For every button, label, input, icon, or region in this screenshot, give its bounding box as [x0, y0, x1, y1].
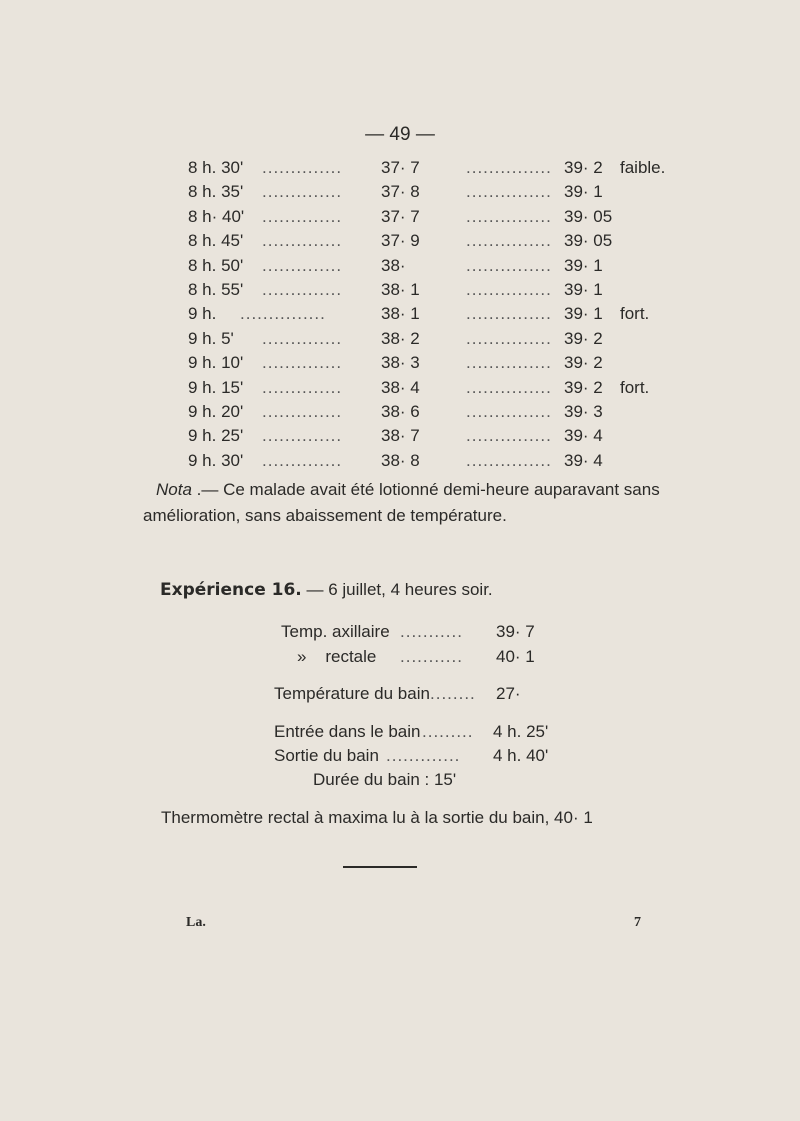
- leader-dots: ..............: [262, 255, 343, 275]
- row-temp-2: 39· 05: [564, 206, 613, 226]
- row-temp-2: 39· 4: [564, 450, 603, 470]
- leader-dots: ..............: [262, 402, 343, 421]
- leader-dots: ..............: [262, 280, 343, 299]
- row-time: 9 h. 10': [188, 353, 244, 373]
- row-temp-2: 39· 2: [564, 328, 603, 348]
- row-temp-1: 38· 7: [381, 426, 420, 446]
- sortie-dots: .............: [386, 746, 461, 765]
- sortie-value: 4 h. 40': [493, 746, 549, 765]
- row-temp-1: 38· 1: [381, 280, 420, 299]
- nota-line1: .— Ce malade avait été lotionné demi-heure auparavant sans: [196, 480, 660, 499]
- row-temp-2: 39· 4: [564, 426, 603, 446]
- row-temp-1: 37· 8: [381, 182, 420, 202]
- row-note: fort.: [620, 304, 650, 324]
- sortie-label: Sortie du bain: [274, 746, 379, 765]
- table-row: [0, 451, 800, 477]
- page-number: — 49 —: [365, 124, 435, 145]
- leader-dots: ..............: [262, 206, 343, 226]
- row-temp-1: 37· 9: [381, 231, 420, 251]
- row-temp-1: 38· 1: [381, 304, 420, 324]
- nota-line2: amélioration, sans abaissement de température.: [143, 506, 507, 525]
- leader-dots: ..............: [262, 158, 343, 177]
- leader-dots: ..............: [262, 377, 343, 397]
- table-row: [0, 158, 800, 184]
- bain-label: Température du bain: [274, 684, 430, 703]
- leader-dots: ...............: [466, 328, 552, 348]
- nota-paragraph: [156, 480, 660, 500]
- leader-dots: ...............: [466, 182, 552, 202]
- leader-dots: ..............: [262, 353, 343, 373]
- leader-dots: ..............: [262, 328, 343, 348]
- entree-value: 4 h. 25': [493, 722, 549, 741]
- temp-axillaire-label: Temp. axillaire: [281, 622, 390, 641]
- leader-dots: ...............: [466, 231, 552, 251]
- table-row: [0, 426, 800, 452]
- row-temp-2: 39· 1: [564, 280, 603, 299]
- experience-title: Expérience 16.: [160, 580, 302, 600]
- rectale-label: » rectale: [297, 647, 377, 666]
- row-temp-1: 38· 6: [381, 402, 420, 421]
- leader-dots: ...............: [240, 304, 326, 324]
- row-time: 9 h. 20': [188, 402, 244, 421]
- table-row: [0, 231, 800, 257]
- row-temp-2: 39· 1: [564, 255, 603, 275]
- entree-label: Entrée dans le bain: [274, 722, 421, 741]
- table-row: [0, 329, 800, 355]
- leader-dots: ...............: [466, 158, 552, 177]
- experience-subtitle: — 6 juillet, 4 heures soir.: [306, 580, 493, 599]
- nota-label: Nota: [156, 480, 192, 499]
- printer-signature: La.: [186, 915, 206, 930]
- table-row: [0, 353, 800, 379]
- row-time: 9 h. 30': [188, 450, 244, 470]
- entree-dots: .........: [422, 722, 474, 741]
- leader-dots: ...............: [466, 280, 552, 299]
- row-temp-2: 39· 05: [564, 231, 613, 251]
- table-row: [0, 378, 800, 404]
- row-time: 8 h. 55': [188, 280, 244, 299]
- leader-dots: ...............: [466, 402, 552, 421]
- row-time: 9 h. 25': [188, 426, 244, 446]
- table-row: [0, 182, 800, 208]
- row-temp-1: 38· 3: [381, 353, 420, 373]
- row-time: 8 h. 30': [188, 158, 244, 177]
- row-temp-1: 38·: [381, 255, 406, 275]
- row-time: 8 h. 35': [188, 182, 244, 202]
- temp-axillaire-value: 39· 7: [496, 622, 535, 641]
- row-temp-2: 39· 1: [564, 182, 603, 202]
- row-time: 8 h. 50': [188, 255, 244, 275]
- leader-dots: ..............: [262, 450, 343, 470]
- table-row: [0, 402, 800, 428]
- row-temp-1: 38· 4: [381, 377, 420, 397]
- table-row: [0, 280, 800, 306]
- table-row: [0, 256, 800, 282]
- row-temp-2: 39· 3: [564, 402, 603, 421]
- bain-value: 27·: [496, 684, 521, 703]
- row-temp-1: 38· 8: [381, 450, 420, 470]
- leader-dots: ..............: [262, 231, 343, 251]
- row-time: 8 h· 40': [188, 206, 245, 226]
- rectale-dots: ...........: [400, 647, 463, 666]
- temp-axillaire-dots: ...........: [400, 622, 463, 641]
- rectale-value: 40· 1: [496, 647, 535, 666]
- leader-dots: ...............: [466, 255, 552, 275]
- leader-dots: ..............: [262, 426, 343, 446]
- leader-dots: ...............: [466, 206, 552, 226]
- row-time: 9 h. 15': [188, 377, 244, 397]
- experience-heading: [160, 580, 493, 600]
- row-temp-1: 37· 7: [381, 158, 420, 177]
- leader-dots: ...............: [466, 426, 552, 446]
- leader-dots: ...............: [466, 353, 552, 373]
- row-temp-1: 38· 2: [381, 328, 420, 348]
- row-temp-2: 39· 1: [564, 304, 603, 324]
- thermometre-line: Thermomètre rectal à maxima lu à la sortie du bain, 40· 1: [161, 808, 593, 827]
- leader-dots: ...............: [466, 304, 552, 324]
- table-row: [0, 207, 800, 233]
- bain-dots: ........: [430, 684, 476, 703]
- section-divider: [343, 866, 417, 868]
- row-temp-2: 39· 2: [564, 353, 603, 373]
- row-time: 9 h.: [188, 304, 217, 324]
- row-temp-2: 39· 2: [564, 377, 603, 397]
- table-row: [0, 304, 800, 330]
- row-note: fort.: [620, 377, 650, 397]
- row-note: faible.: [620, 158, 666, 177]
- leader-dots: ..............: [262, 182, 343, 202]
- leader-dots: ...............: [466, 377, 552, 397]
- duree-line: Durée du bain : 15': [313, 770, 457, 789]
- leader-dots: ...............: [466, 450, 552, 470]
- row-temp-1: 37· 7: [381, 206, 420, 226]
- sheet-number: 7: [634, 915, 641, 930]
- row-time: 8 h. 45': [188, 231, 244, 251]
- row-time: 9 h. 5': [188, 328, 234, 348]
- row-temp-2: 39· 2: [564, 158, 603, 177]
